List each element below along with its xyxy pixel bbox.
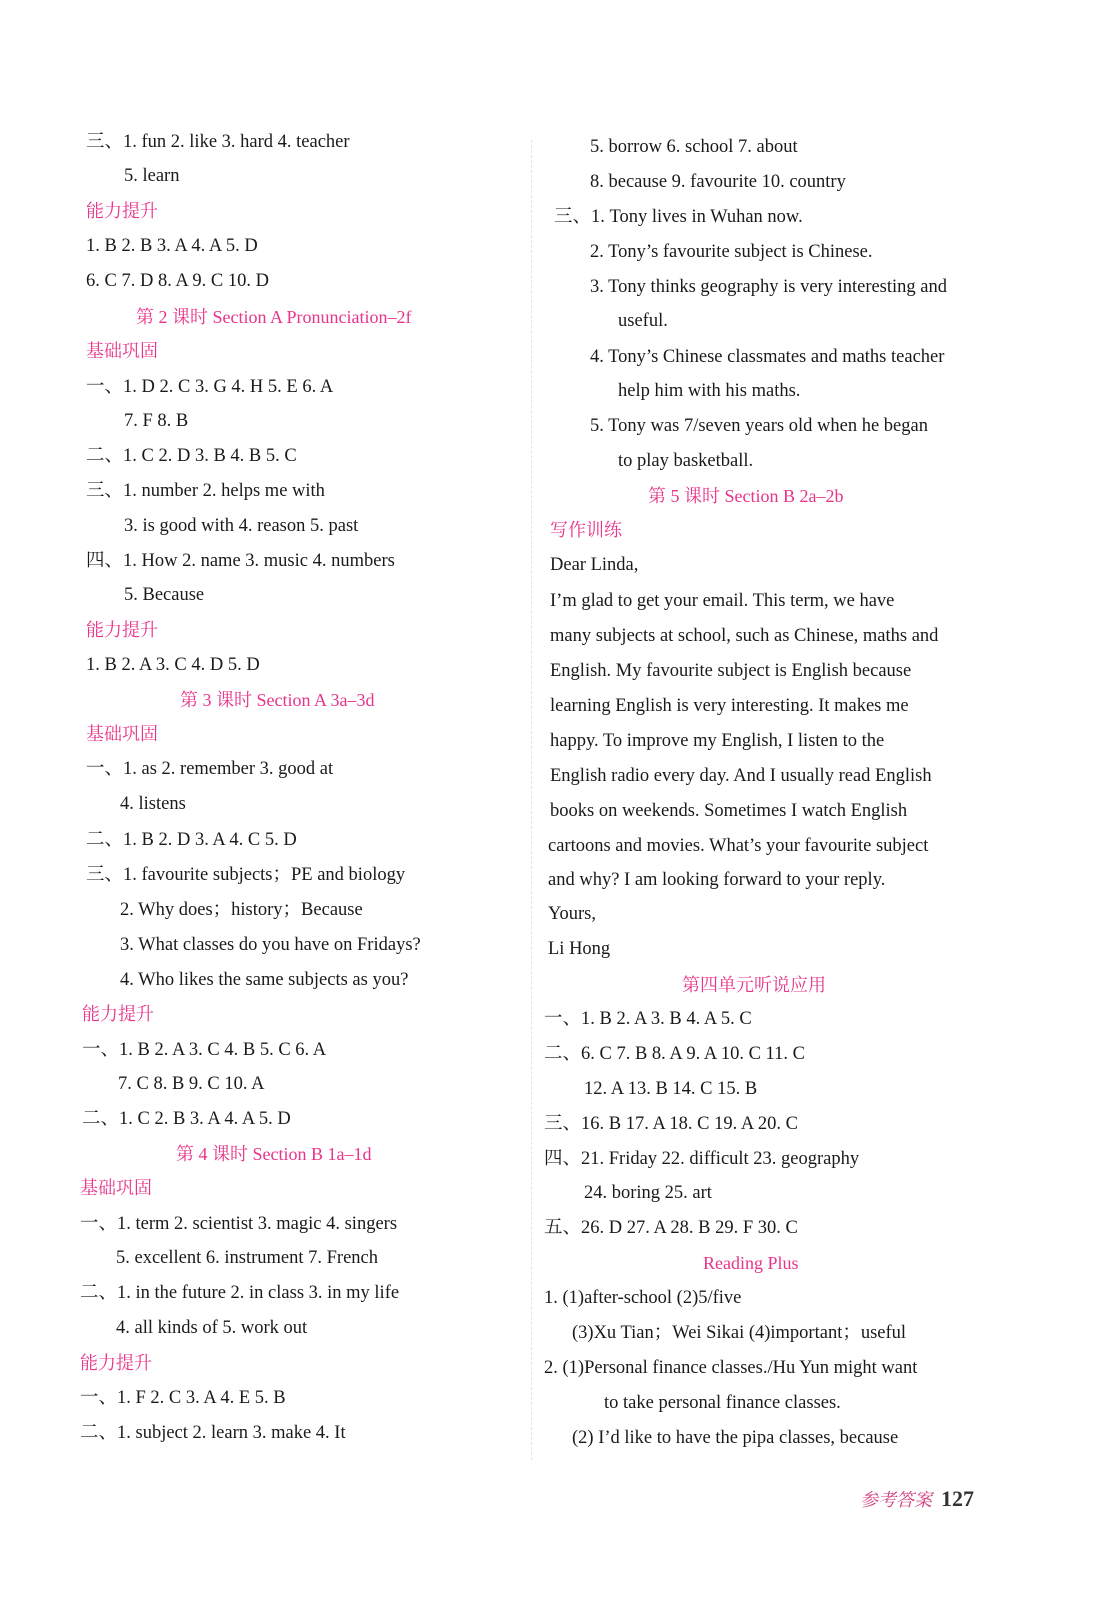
- answer-line: 5. Because: [124, 585, 205, 605]
- answer-line: Li Hong: [548, 939, 611, 959]
- answer-line: 8. because 9. favourite 10. country: [590, 172, 846, 192]
- section-heading: 能力提升: [86, 620, 158, 640]
- section-heading: 基础巩固: [80, 1178, 152, 1198]
- section-heading: 能力提升: [80, 1353, 152, 1373]
- answer-line: 二、1. C 2. B 3. A 4. A 5. D: [82, 1109, 291, 1129]
- answer-line: and why? I am looking forward to your reply.: [548, 870, 886, 890]
- answer-line: 6. C 7. D 8. A 9. C 10. D: [86, 271, 269, 291]
- answer-line: 7. C 8. B 9. C 10. A: [118, 1074, 265, 1094]
- answer-line: 一、1. term 2. scientist 3. magic 4. singers: [80, 1214, 398, 1234]
- answer-line: to play basketball.: [618, 451, 754, 471]
- answer-line: I’m glad to get your email. This term, we have: [550, 591, 895, 611]
- answer-line: 三、1. favourite subjects；PE and biology: [86, 865, 406, 885]
- answer-line: 4. Who likes the same subjects as you?: [120, 970, 409, 990]
- answer-line: 四、21. Friday 22. difficult 23. geography: [544, 1149, 860, 1169]
- answer-line: 7. F 8. B: [124, 411, 189, 431]
- answer-line: 二、1. in the future 2. in class 3. in my life: [80, 1283, 400, 1303]
- answer-line: 一、1. B 2. A 3. B 4. A 5. C: [544, 1009, 752, 1029]
- answer-line: 五、26. D 27. A 28. B 29. F 30. C: [544, 1218, 798, 1238]
- answer-line: 3. is good with 4. reason 5. past: [124, 516, 359, 536]
- answer-line: cartoons and movies. What’s your favourite subject: [548, 836, 929, 856]
- answer-line: 1. B 2. A 3. C 4. D 5. D: [86, 655, 260, 675]
- answer-line: 三、1. number 2. helps me with: [86, 481, 325, 501]
- answer-line: 四、1. How 2. name 3. music 4. numbers: [86, 551, 395, 571]
- lesson-heading: Reading Plus: [703, 1253, 799, 1273]
- answer-line: 5. learn: [124, 166, 180, 186]
- answer-line: 12. A 13. B 14. C 15. B: [584, 1079, 758, 1099]
- answer-line: 一、1. B 2. A 3. C 4. B 5. C 6. A: [82, 1040, 327, 1060]
- page-number: 127: [941, 1486, 974, 1511]
- answer-line: happy. To improve my English, I listen to the: [550, 731, 885, 751]
- lesson-heading: 第四单元听说应用: [682, 975, 826, 995]
- answer-line: 一、1. F 2. C 3. A 4. E 5. B: [80, 1388, 286, 1408]
- answer-line: 4. all kinds of 5. work out: [116, 1318, 308, 1338]
- answer-line: books on weekends. Sometimes I watch English: [550, 801, 908, 821]
- answer-line: 4. listens: [120, 794, 186, 814]
- answer-line: 2. (1)Personal finance classes./Hu Yun might want: [544, 1358, 918, 1378]
- section-heading: 能力提升: [86, 201, 158, 221]
- page-footer: [860, 1486, 974, 1512]
- answer-line: to take personal finance classes.: [604, 1393, 841, 1413]
- answer-line: 二、1. subject 2. learn 3. make 4. It: [80, 1423, 346, 1443]
- lesson-heading: 第 2 课时 Section A Pronunciation–2f: [136, 307, 412, 327]
- answer-line: (2) I’d like to have the pipa classes, because: [572, 1428, 899, 1448]
- answer-line: Yours,: [548, 904, 596, 924]
- answer-line: 三、16. B 17. A 18. C 19. A 20. C: [544, 1114, 798, 1134]
- answer-line: 1. (1)after-school (2)5/five: [544, 1288, 742, 1308]
- answer-line: 24. boring 25. art: [584, 1183, 712, 1203]
- lesson-heading: 第 3 课时 Section A 3a–3d: [180, 690, 375, 710]
- column-divider: [531, 140, 532, 1460]
- answer-line: 5. Tony was 7/seven years old when he began: [590, 416, 928, 436]
- answer-line: useful.: [618, 311, 668, 331]
- answer-line: 2. Why does；history；Because: [120, 900, 363, 920]
- answer-line: 3. Tony thinks geography is very interesting and: [590, 277, 948, 297]
- answer-line: 1. B 2. B 3. A 4. A 5. D: [86, 236, 258, 256]
- lesson-heading: 第 5 课时 Section B 2a–2b: [648, 486, 844, 506]
- footer-label: 参考答案: [860, 1490, 932, 1510]
- answer-line: 3. What classes do you have on Fridays?: [120, 935, 421, 955]
- section-heading: 基础巩固: [86, 341, 158, 361]
- section-heading: 写作训练: [550, 520, 622, 540]
- section-heading: 能力提升: [82, 1004, 154, 1024]
- answer-line: 4. Tony’s Chinese classmates and maths teacher: [590, 347, 945, 367]
- section-heading: 基础巩固: [86, 724, 158, 744]
- answer-line: 二、6. C 7. B 8. A 9. A 10. C 11. C: [544, 1044, 805, 1064]
- answer-line: 5. borrow 6. school 7. about: [590, 137, 798, 157]
- answer-line: 二、1. C 2. D 3. B 4. B 5. C: [86, 446, 297, 466]
- answer-line: Dear Linda,: [550, 555, 639, 575]
- answer-line: help him with his maths.: [618, 381, 801, 401]
- answer-line: 三、1. fun 2. like 3. hard 4. teacher: [86, 132, 350, 152]
- answer-line: English radio every day. And I usually read English: [550, 766, 932, 786]
- answer-line: 二、1. B 2. D 3. A 4. C 5. D: [86, 830, 297, 850]
- answer-line: 一、1. as 2. remember 3. good at: [86, 759, 334, 779]
- answer-line: 5. excellent 6. instrument 7. French: [116, 1248, 379, 1268]
- answer-line: English. My favourite subject is English because: [550, 661, 912, 681]
- answer-line: (3)Xu Tian；Wei Sikai (4)important；useful: [572, 1323, 907, 1343]
- answer-line: 2. Tony’s favourite subject is Chinese.: [590, 242, 873, 262]
- lesson-heading: 第 4 课时 Section B 1a–1d: [176, 1144, 372, 1164]
- answer-line: learning English is very interesting. It makes me: [550, 696, 909, 716]
- answer-line: 一、1. D 2. C 3. G 4. H 5. E 6. A: [86, 377, 334, 397]
- answer-line: many subjects at school, such as Chinese, maths and: [550, 626, 939, 646]
- answer-line: 三、1. Tony lives in Wuhan now.: [554, 207, 803, 227]
